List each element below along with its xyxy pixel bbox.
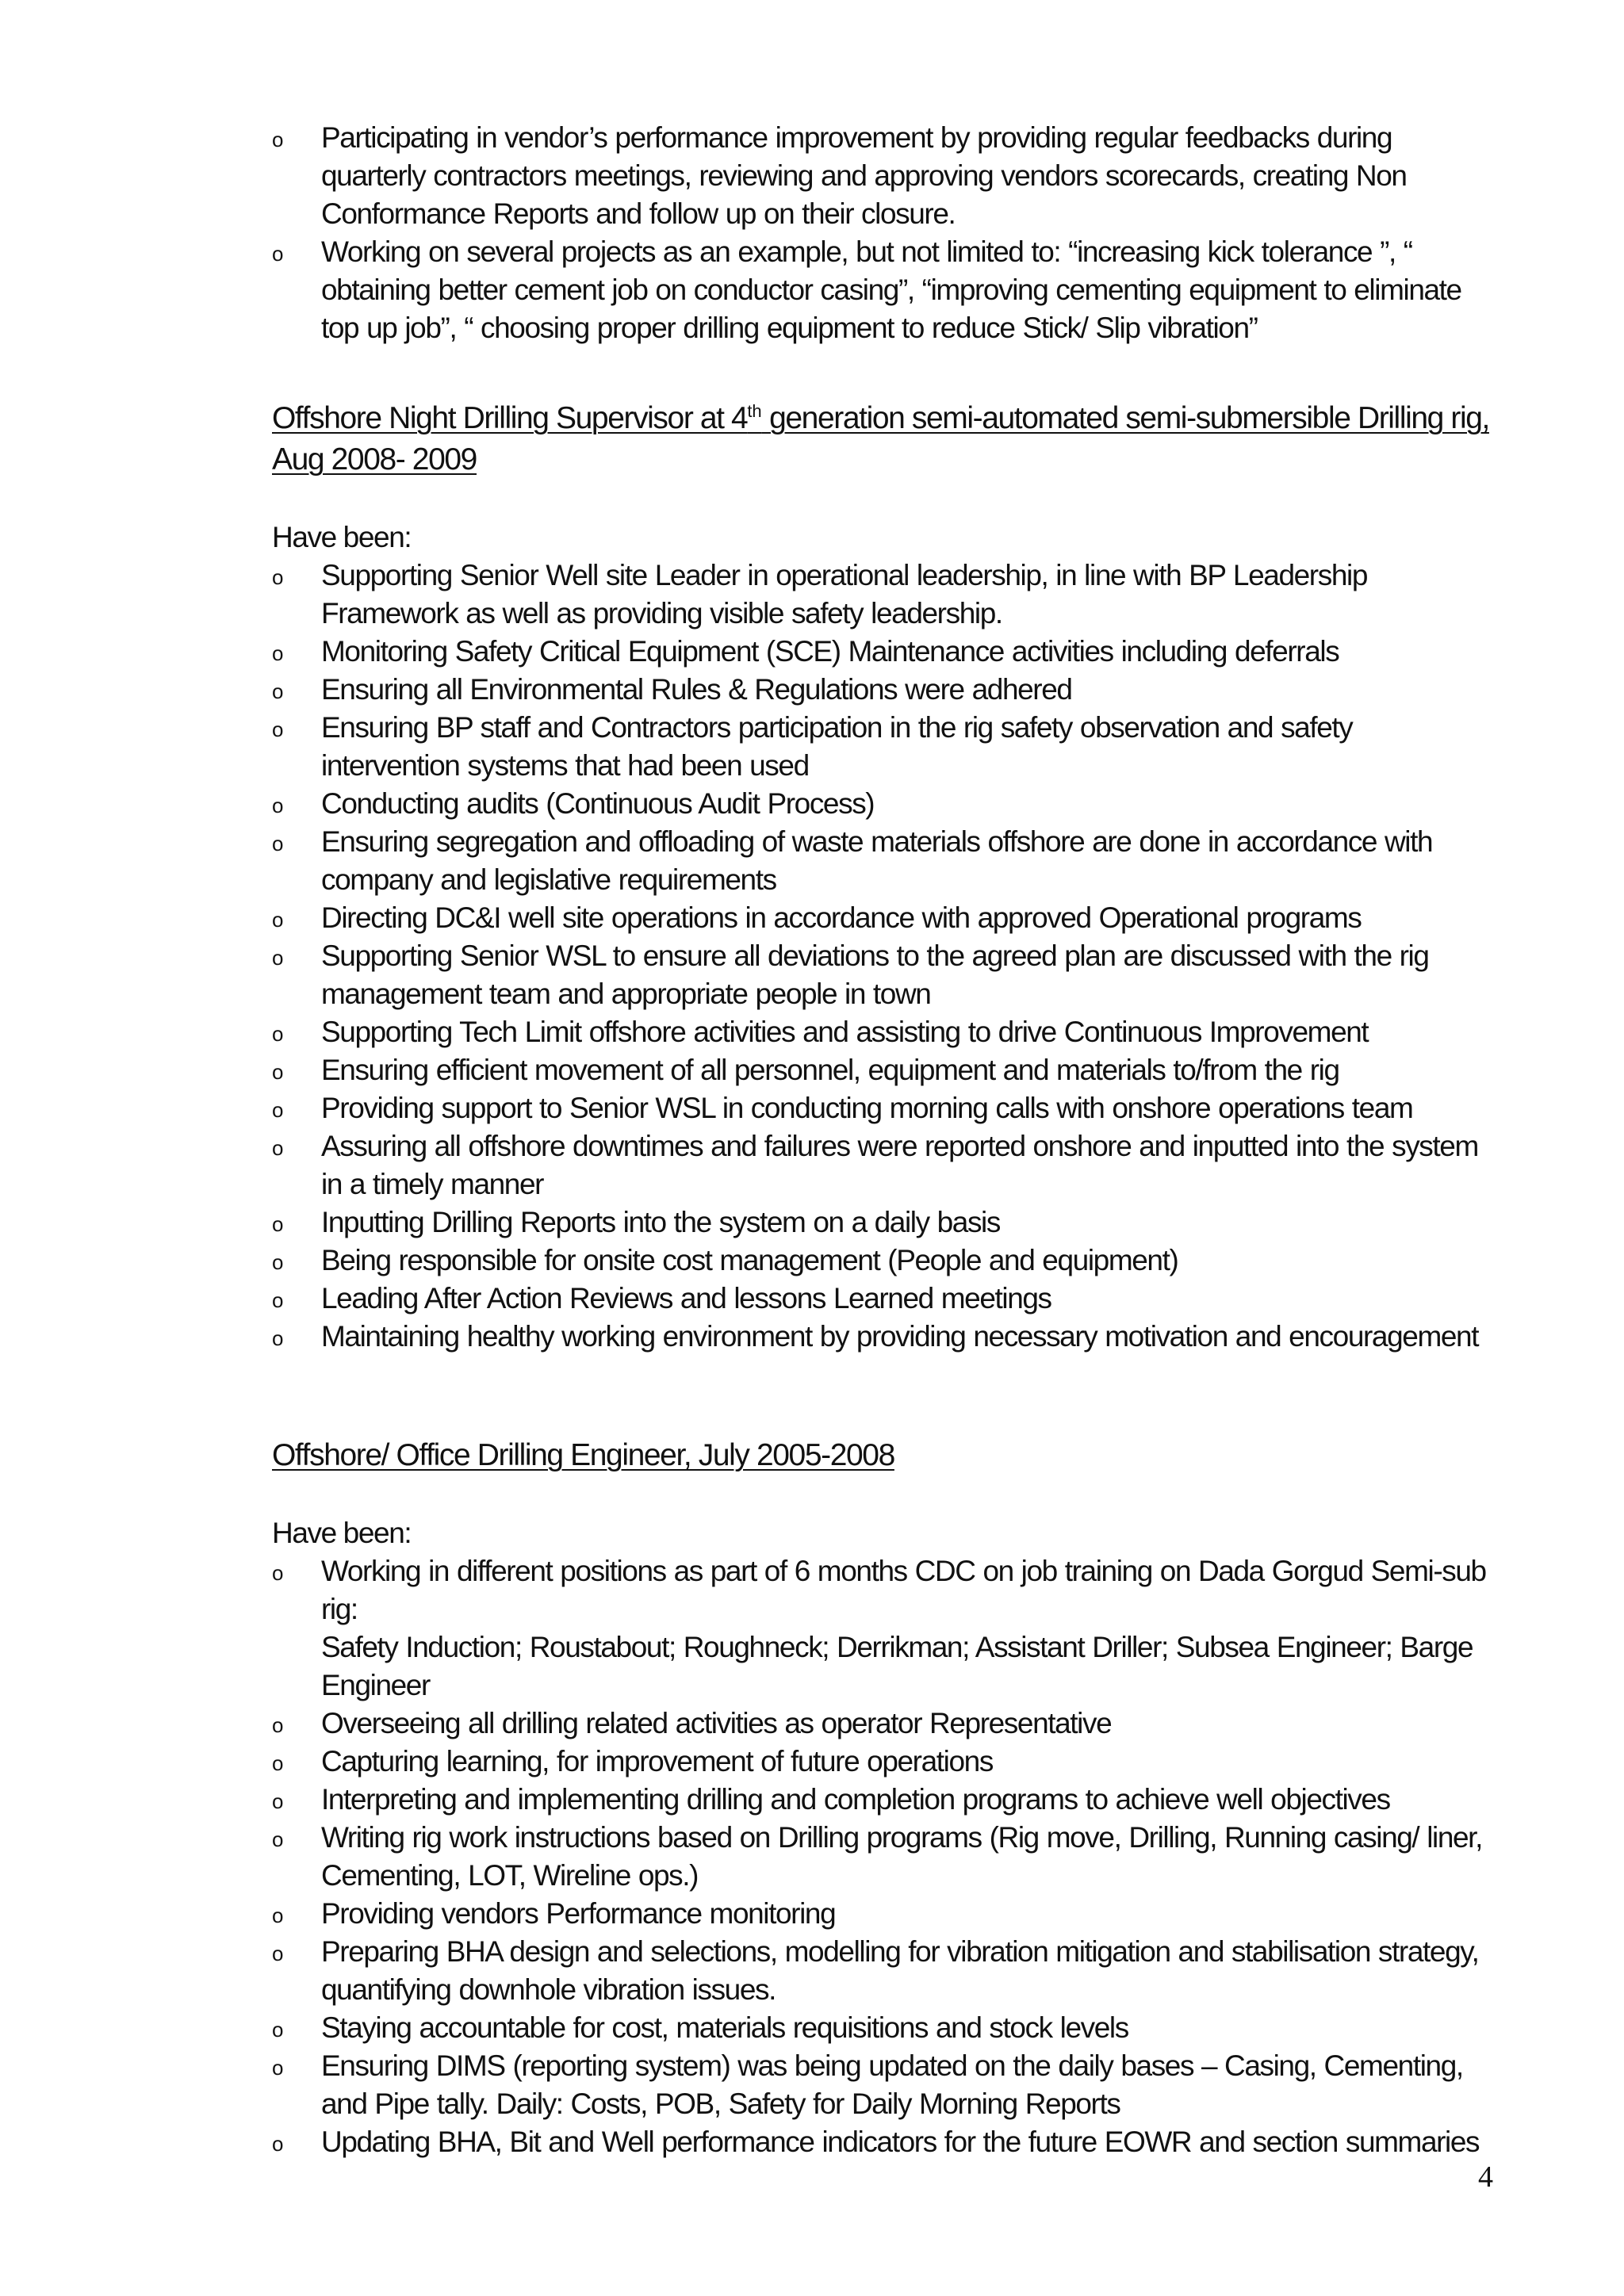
- bullet-icon: o: [272, 1789, 284, 1813]
- bullet-icon: o: [272, 565, 284, 589]
- bullet-icon: o: [272, 2132, 284, 2156]
- bullet-icon: o: [272, 1561, 284, 1585]
- bullet-icon: o: [272, 1288, 284, 1312]
- bullet-icon: o: [272, 242, 284, 266]
- bullet-icon: o: [272, 1942, 284, 1965]
- list-item: o Conducting audits (Continuous Audit Process): [272, 785, 1493, 823]
- list-item: o Supporting Senior Well site Leader in operational leadership, in line with BP Leadership Framework as well as providing visible safety leadership.: [272, 559, 1367, 629]
- page-number: 4: [1478, 2160, 1493, 2194]
- list-item: o Ensuring DIMS (reporting system) was being updated on the daily bases – Casing, Cementing, and Pipe tally. Daily: Costs, POB, Safety for Daily Morning Reports: [272, 2049, 1463, 2120]
- bullet-icon: o: [272, 2018, 284, 2042]
- bullet-icon: o: [272, 794, 284, 817]
- bullet-icon: o: [272, 718, 284, 741]
- bullet-icon: o: [272, 128, 284, 151]
- section-heading-engineer: Offshore/ Office Drilling Engineer, July 2005-2008: [272, 1438, 894, 1472]
- bullet-icon: o: [272, 908, 284, 932]
- list-item: o Working in different positions as part of 6 months CDC on job training on Dada Gorgud Semi-sub rig: Safety Induction; Roustabout; Roughneck; Derrikman; Assistant Driller; Subsea Engineer; Barge Engineer: [272, 1555, 1486, 1701]
- list-item: o Ensuring BP staff and Contractors participation in the rig safety observation and safety intervention systems that had been used: [272, 711, 1353, 782]
- bullet-icon: o: [272, 1751, 284, 1775]
- bullet-icon: o: [272, 1098, 284, 1122]
- responsibilities-list-continued: [272, 119, 1493, 347]
- list-item: o Providing support to Senior WSL in conducting morning calls with onshore operations team: [272, 1089, 1493, 1127]
- bullet-icon: o: [272, 1136, 284, 1160]
- section-intro: Have been:: [272, 521, 412, 553]
- list-item: o Ensuring efficient movement of all personnel, equipment and materials to/from the rig: [272, 1051, 1493, 1089]
- list-item: o Working on several projects as an example, but not limited to: “increasing kick tolerance ”, “ obtaining better cement job on conductor casing”, “improving cementing equipment to eliminate top up job”, “ choosing proper drilling equipment to reduce Stick/ Slip vibration”: [272, 235, 1461, 344]
- page-content: [272, 119, 1493, 2161]
- bullet-icon: o: [272, 1326, 284, 1350]
- list-item: o Overseeing all drilling related activities as operator Representative: [272, 1705, 1493, 1743]
- list-item: o Supporting Tech Limit offshore activities and assisting to drive Continuous Improvement: [272, 1013, 1493, 1051]
- list-item: o Interpreting and implementing drilling and completion programs to achieve well objectives: [272, 1781, 1493, 1819]
- section-heading-supervisor: Offshore Night Drilling Supervisor at 4th generation semi-automated semi-submersible Drilling rig, Aug 2008- 2009: [272, 401, 1489, 476]
- bullet-icon: o: [272, 832, 284, 855]
- bullet-icon: o: [272, 1212, 284, 1236]
- list-item: o Capturing learning, for improvement of future operations: [272, 1743, 1493, 1781]
- list-item: o Providing vendors Performance monitoring: [272, 1895, 1493, 1933]
- list-item: o Supporting Senior WSL to ensure all deviations to the agreed plan are discussed with the rig management team and appropriate people in town: [272, 939, 1429, 1010]
- supervisor-responsibilities-list: [272, 557, 1493, 1356]
- list-item: o Being responsible for onsite cost management (People and equipment): [272, 1242, 1493, 1280]
- list-item: o Inputting Drilling Reports into the system on a daily basis: [272, 1203, 1493, 1242]
- list-item: o Participating in vendor’s performance improvement by providing regular feedbacks during quarterly contractors meetings, reviewing and approving vendors scorecards, creating Non Conformance Reports and follow up on their closure.: [272, 121, 1407, 230]
- list-item: o Preparing BHA design and selections, modelling for vibration mitigation and stabilisation strategy, quantifying downhole vibration issues.: [272, 1935, 1479, 2006]
- bullet-icon: o: [272, 1713, 284, 1737]
- list-item: o Staying accountable for cost, materials requisitions and stock levels: [272, 2009, 1493, 2047]
- positions-list-text: Safety Induction; Roustabout; Roughneck; Derrikman; Assistant Driller; Subsea Engineer; Barge Engineer: [321, 1631, 1473, 1701]
- section-intro: Have been:: [272, 1517, 412, 1549]
- bullet-icon: o: [272, 946, 284, 970]
- engineer-responsibilities-list: [272, 1552, 1493, 2161]
- list-item: o Assuring all offshore downtimes and failures were reported onshore and inputted into the system in a timely manner: [272, 1130, 1478, 1200]
- bullet-icon: o: [272, 1022, 284, 1046]
- bullet-icon: o: [272, 2056, 284, 2080]
- bullet-icon: o: [272, 641, 284, 665]
- bullet-icon: o: [272, 1827, 284, 1851]
- bullet-icon: o: [272, 1250, 284, 1274]
- list-item: o Updating BHA, Bit and Well performance indicators for the future EOWR and section summaries: [272, 2123, 1493, 2161]
- bullet-icon: o: [272, 679, 284, 703]
- list-item: o Ensuring segregation and offloading of waste materials offshore are done in accordance with company and legislative requirements: [272, 825, 1433, 896]
- bullet-icon: o: [272, 1904, 284, 1927]
- list-item: o Writing rig work instructions based on Drilling programs (Rig move, Drilling, Running casing/ liner, Cementing, LOT, Wireline ops.): [272, 1821, 1482, 1892]
- list-item: o Directing DC&I well site operations in accordance with approved Operational programs: [272, 899, 1493, 937]
- list-item: o Leading After Action Reviews and lessons Learned meetings: [272, 1280, 1493, 1318]
- list-item: o Monitoring Safety Critical Equipment (SCE) Maintenance activities including deferrals: [272, 633, 1493, 671]
- list-item: o Ensuring all Environmental Rules & Regulations were adhered: [272, 671, 1493, 709]
- list-item: o Maintaining healthy working environment by providing necessary motivation and encouragement: [272, 1318, 1493, 1356]
- bullet-icon: o: [272, 1060, 284, 1084]
